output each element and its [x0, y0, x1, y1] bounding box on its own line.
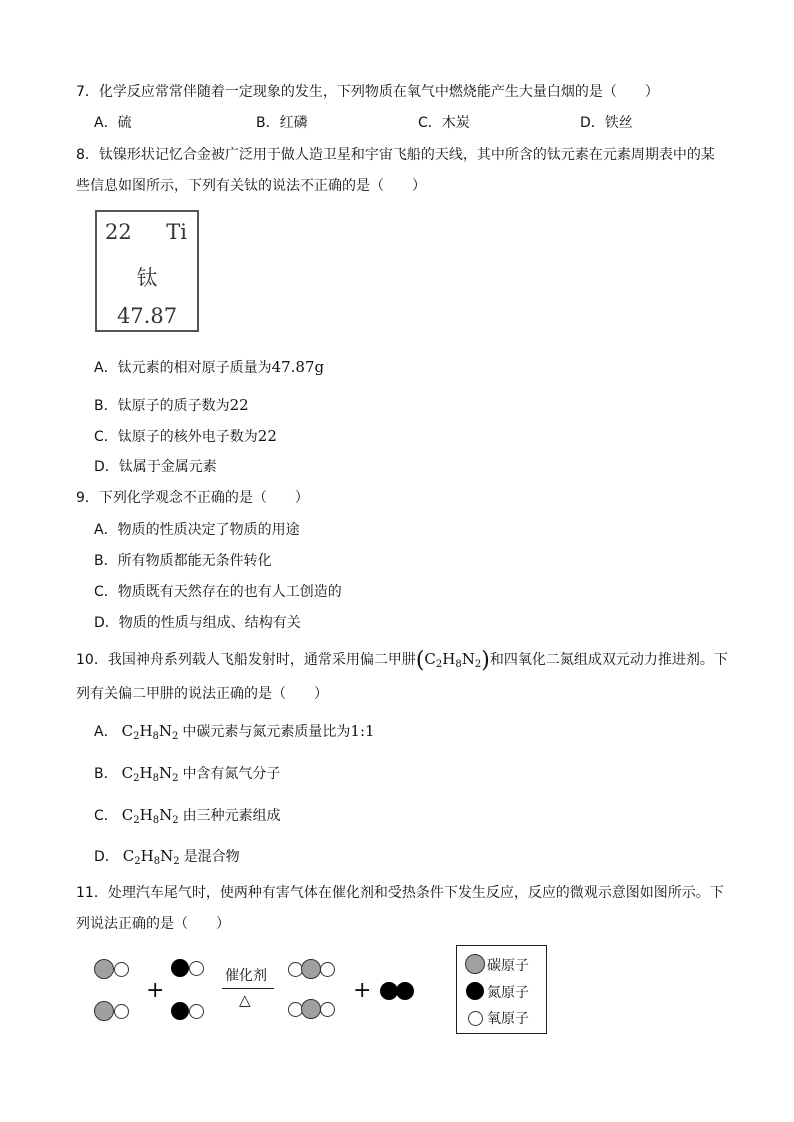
- element-symbol: Ti: [166, 220, 187, 244]
- q8-option-b: B．钛原子的质子数为22: [94, 396, 249, 414]
- q7-option-a: A．硫: [94, 115, 132, 131]
- nitrogen-atom-legend-icon: [466, 982, 484, 1000]
- q10-option-b: B． $C_2H_8N_2$ 中含有氮气分子: [94, 764, 281, 784]
- reaction-arrow-line: [222, 988, 274, 989]
- carbon-atom: [94, 1001, 114, 1021]
- legend-nitrogen-label: 氮原子: [487, 985, 529, 1001]
- oxygen-atom: [189, 1004, 204, 1019]
- q10-option-d: D． $C_2H_8N_2$ 是混合物: [94, 847, 240, 867]
- oxygen-atom: [189, 961, 204, 976]
- titanium-element-card: [95, 210, 199, 332]
- q9-option-b: B．所有物质都能无条件转化: [94, 553, 272, 569]
- q10-stem-line1: 10．我国神舟系列载人飞船发射时，通常采用偏二甲肼$(C_2H_8N_2)$和四氧化二氮组成双元动力推进剂。下: [76, 648, 728, 673]
- q8-stem-line2: 些信息如图所示，下列有关钛的说法不正确的是（ ）: [76, 178, 426, 194]
- catalyst-label: 催化剂: [225, 968, 267, 984]
- nitrogen-atom: [396, 982, 414, 1000]
- q9-option-d: D．物质的性质与组成、结构有关: [94, 615, 301, 631]
- legend-oxygen-label: 氧原子: [487, 1011, 529, 1027]
- oxygen-atom: [114, 962, 129, 977]
- carbon-atom: [94, 959, 114, 979]
- q8-option-d: D．钛属于金属元素: [94, 459, 217, 475]
- nitrogen-atom: [171, 1002, 189, 1020]
- q7-option-d: D．铁丝: [580, 115, 633, 131]
- q8-stem-line1: 8．钛镍形状记忆合金被广泛用于做人造卫星和宇宙飞船的天线，其中所含的钛元素在元素周期表中的某: [76, 147, 715, 163]
- atomic-number: 22: [105, 220, 132, 244]
- q11-stem-line1: 11．处理汽车尾气时，使两种有害气体在催化剂和受热条件下发生反应，反应的微观示意图如图所示。下: [76, 885, 724, 901]
- q10-option-c: C． $C_2H_8N_2$ 由三种元素组成: [94, 806, 281, 826]
- oxygen-atom: [320, 1002, 335, 1017]
- q9-option-a: A．物质的性质决定了物质的用途: [94, 522, 300, 538]
- atomic-mass: 47.87: [116, 304, 178, 328]
- nitrogen-atom: [171, 959, 189, 977]
- q8-option-a: A．钛元素的相对原子质量为47.87g: [94, 358, 325, 376]
- heat-symbol: △: [239, 991, 251, 1009]
- oxygen-atom: [320, 962, 335, 977]
- q7-stem: 7．化学反应常常伴随着一定现象的发生，下列物质在氧气中燃烧能产生大量白烟的是（ ）: [76, 84, 659, 100]
- carbon-atom: [301, 999, 321, 1019]
- carbon-atom-legend-icon: [465, 954, 485, 974]
- plus-sign: +: [353, 978, 372, 1003]
- q11-stem-line2: 列说法正确的是（ ）: [76, 916, 230, 932]
- formula-c2h8n2: $C_2H_8N_2$: [424, 650, 482, 670]
- oxygen-atom-legend-icon: [468, 1011, 483, 1026]
- atom-legend: [456, 945, 547, 1034]
- carbon-atom: [301, 959, 321, 979]
- q9-option-c: C．物质既有天然存在的也有人工创造的: [94, 584, 342, 600]
- element-name: 钛: [136, 266, 158, 290]
- q7-option-b: B．红磷: [256, 115, 308, 131]
- q7-option-c: C．木炭: [418, 115, 470, 131]
- q10-option-a: A． $C_2H_8N_2$ 中碳元素与氮元素质量比为1:1: [94, 722, 375, 742]
- q9-stem: 9．下列化学观念不正确的是（ ）: [76, 490, 309, 506]
- q8-option-c: C．钛原子的核外电子数为22: [94, 427, 277, 445]
- q10-stem-line2: 列有关偏二甲肼的说法正确的是（ ）: [76, 686, 328, 702]
- legend-carbon-label: 碳原子: [487, 958, 529, 974]
- plus-sign: +: [146, 978, 165, 1003]
- oxygen-atom: [114, 1004, 129, 1019]
